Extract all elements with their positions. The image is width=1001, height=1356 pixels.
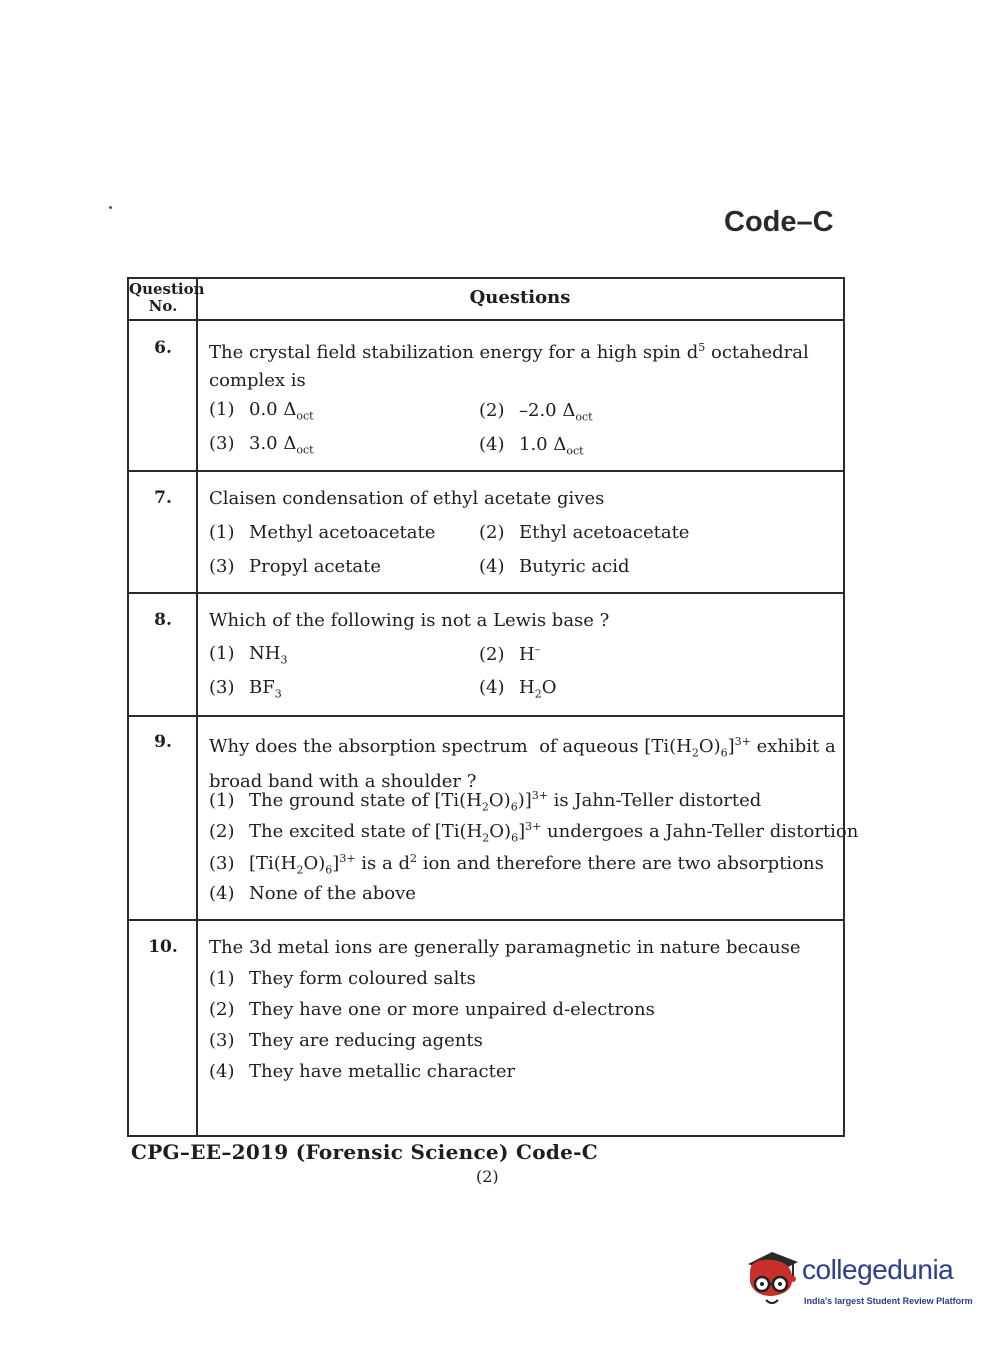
option: (3) $BF_3$: [209, 677, 282, 701]
header-questions: Questions: [469, 287, 571, 308]
option: (1) They form coloured salts: [209, 968, 476, 989]
row-divider: [129, 592, 843, 594]
row-divider: [129, 715, 843, 717]
option: (4) They have metallic character: [209, 1061, 516, 1082]
option: (4) Butyric acid: [479, 556, 630, 577]
option: (4) None of the above: [209, 883, 416, 904]
option: (2) H–: [479, 643, 541, 665]
question-text: The 3d metal ions are generally paramagnetic in nature because: [209, 937, 801, 958]
option: (1) $NH_3$: [209, 643, 288, 667]
question-text: Claisen condensation of ethyl acetate gives: [209, 488, 605, 509]
option: (2) Ethyl acetoacetate: [479, 522, 690, 543]
header-question-no: Question No.: [129, 280, 205, 315]
question-text: Why does the absorption spectrum of aqueous $[Ti(H_2O)_6]^{3+}$ exhibit a broad band with a shoulder ?: [209, 735, 836, 792]
option: (3) 3.0 $\Delta_{oct}$: [209, 433, 314, 457]
option: (1) Methyl acetoacetate: [209, 522, 436, 543]
row-divider: [129, 919, 843, 921]
option: (3) Propyl acetate: [209, 556, 382, 577]
paper-code: Code–C: [724, 206, 834, 238]
column-divider: [196, 279, 198, 1135]
option: (2) The excited state of $[Ti(H_2O)_6]^{3+}$ undergoes a Jahn-Teller distortion: [209, 820, 859, 845]
option: (2) They have one or more unpaired d-electrons: [209, 999, 655, 1020]
option: (1) 0.0 $\Delta_{oct}$: [209, 399, 314, 423]
question-text: The crystal field stabilization energy for a high spin $d^5$ octahedral complex is: [209, 341, 809, 391]
page-number: (2): [476, 1167, 499, 1186]
row-divider: [129, 470, 843, 472]
scan-speck: [109, 206, 112, 209]
question-table: [127, 277, 859, 1137]
mascot-icon: [742, 1248, 802, 1314]
row-divider: [129, 319, 843, 321]
question-number: 9.: [154, 732, 172, 752]
logo-wordmark: collegedunia: [802, 1254, 954, 1285]
question-text: Which of the following is not a Lewis base ?: [209, 610, 610, 631]
paper-footer: CPG–EE–2019 (Forensic Science) Code-C: [131, 1140, 598, 1164]
option: (4) $H_2O$: [479, 677, 557, 701]
question-number: 7.: [154, 488, 172, 508]
option: (1) The ground state of $[Ti(H_2O)_6)]^{3+}$ is Jahn-Teller distorted: [209, 789, 762, 814]
question-number: 8.: [154, 610, 172, 630]
logo-tagline: India's largest Student Review Platform: [804, 1296, 973, 1306]
question-number: 10.: [148, 937, 178, 957]
option: (3) They are reducing agents: [209, 1030, 483, 1051]
option: (4) 1.0 $\Delta_{oct}$: [479, 434, 584, 458]
option: (2) –2.0 $\Delta_{oct}$: [479, 400, 593, 424]
option: (3) $[Ti(H_2O)_6]^{3+}$ is a $d^2$ ion and therefore there are two absorptions: [209, 852, 824, 877]
collegedunia-logo[interactable]: [742, 1248, 972, 1320]
question-number: 6.: [154, 338, 172, 358]
